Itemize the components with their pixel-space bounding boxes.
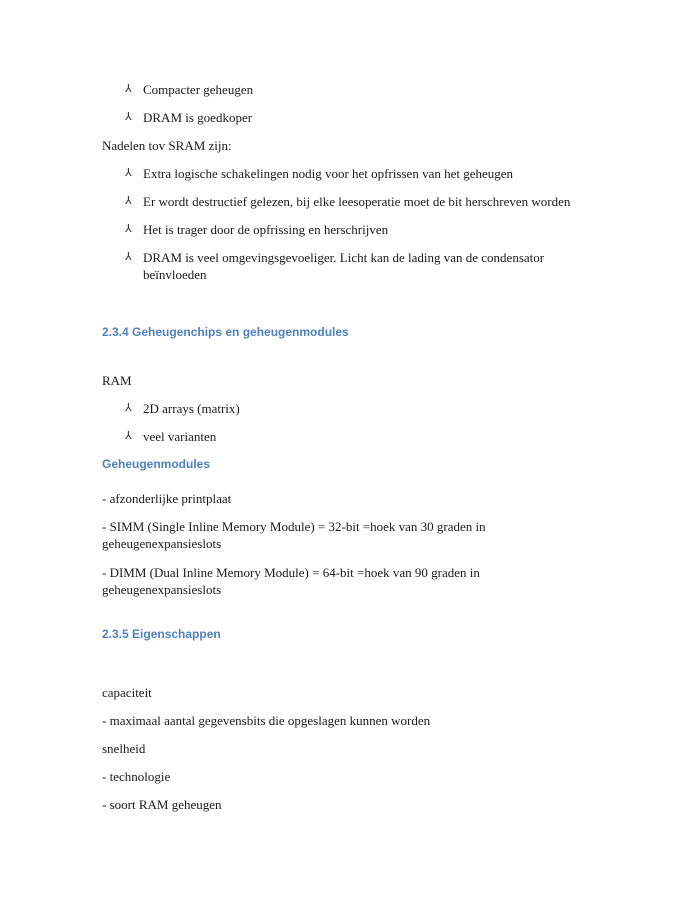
list-item-text: veel varianten [143, 429, 217, 444]
list-item [125, 221, 595, 238]
list-item [125, 165, 595, 182]
list-item [125, 193, 595, 210]
list-item-text: DRAM is veel omgevingsgevoeliger. Licht kan de lading van de condensator beïnvloeden [143, 250, 545, 282]
paragraph: - SIMM (Single Inline Memory Module) = 32-bit =hoek van 30 graden in geheugenexpansieslots [102, 519, 486, 551]
list-item [125, 249, 545, 283]
list-item [125, 109, 595, 126]
list-item-text: Extra logische schakelingen nodig voor het opfrissen van het geheugen [143, 166, 514, 181]
list-item-text: Compacter geheugen [143, 82, 254, 97]
bullet-icon: ⅄ [125, 167, 132, 179]
paragraph: - maximaal aantal gegevensbits die opgeslagen kunnen worden [102, 713, 431, 728]
bullet-icon: ⅄ [125, 223, 132, 235]
list-item [125, 400, 595, 417]
section-heading: 2.3.4 Geheugenchips en geheugenmodules [102, 325, 349, 339]
paragraph: Nadelen tov SRAM zijn: [102, 138, 232, 153]
list-item-text: Er wordt destructief gelezen, bij elke leesoperatie moet de bit herschreven worden [143, 194, 571, 209]
bullet-icon: ⅄ [125, 430, 132, 442]
list-item-text: 2D arrays (matrix) [143, 401, 240, 416]
list-item-text: DRAM is goedkoper [143, 110, 253, 125]
paragraph: RAM [102, 373, 132, 388]
paragraph: - DIMM (Dual Inline Memory Module) = 64-bit =hoek van 90 graden in geheugenexpansieslots [102, 565, 480, 597]
list-item-text: Het is trager door de opfrissing en herschrijven [143, 222, 389, 237]
paragraph: capaciteit [102, 685, 152, 700]
paragraph: - afzonderlijke printplaat [102, 491, 232, 506]
bullet-icon: ⅄ [125, 195, 132, 207]
paragraph: - soort RAM geheugen [102, 797, 222, 812]
section-heading: 2.3.5 Eigenschappen [102, 627, 221, 641]
paragraph: snelheid [102, 741, 146, 756]
subheading: Geheugenmodules [102, 457, 211, 471]
list-item [125, 428, 595, 445]
bullet-icon: ⅄ [125, 83, 132, 95]
bullet-icon: ⅄ [125, 111, 132, 123]
list-item [125, 81, 595, 98]
bullet-icon: ⅄ [125, 402, 132, 414]
bullet-icon: ⅄ [125, 251, 132, 263]
paragraph: - technologie [102, 769, 171, 784]
